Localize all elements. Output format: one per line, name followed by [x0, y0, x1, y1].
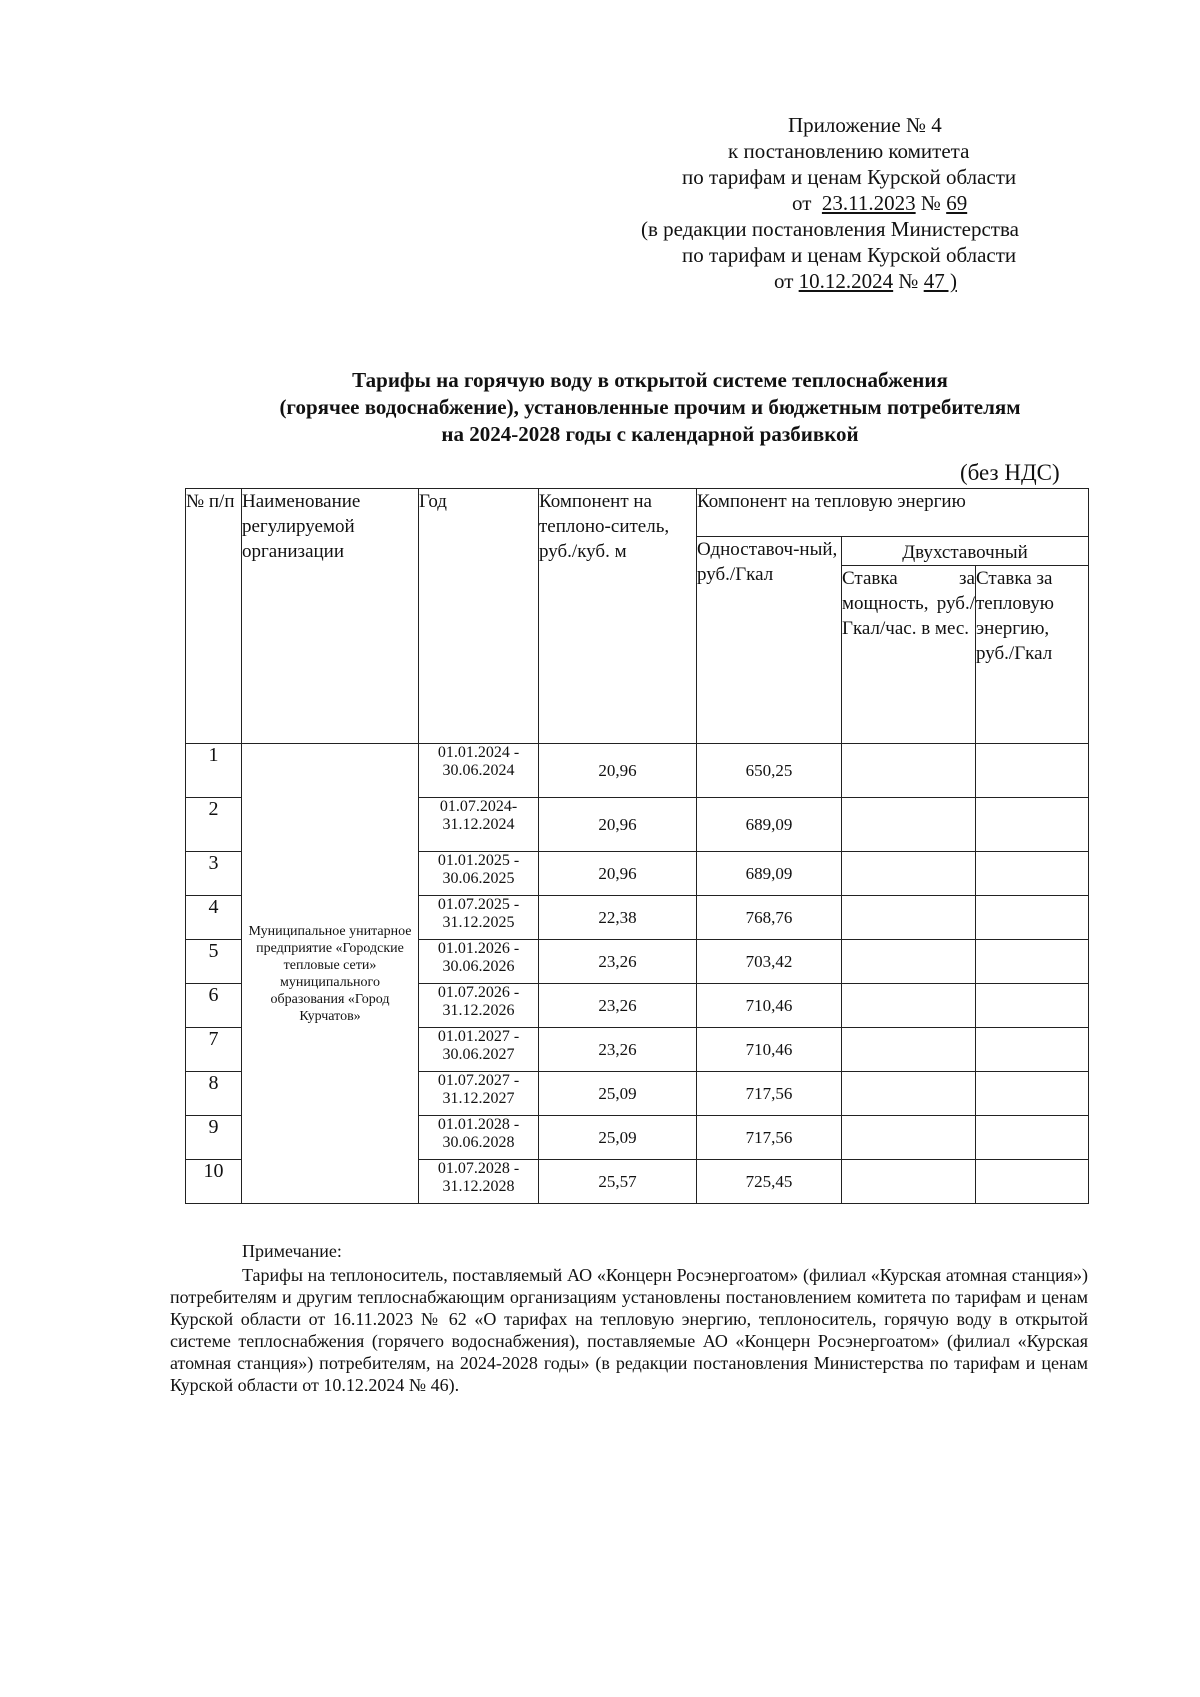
header-org: Наименование регулируемой организации: [242, 489, 419, 744]
edition-number: 47 ): [923, 269, 957, 293]
row-single-rate: 768,76: [697, 896, 842, 940]
appendix-edition: (в редакции постановления Министерства: [641, 217, 1019, 241]
appendix-number: Приложение № 4: [788, 113, 942, 137]
row-capacity-rate: [842, 1116, 976, 1160]
row-energy-rate: [976, 744, 1089, 798]
row-single-rate: 710,46: [697, 984, 842, 1028]
row-carrier-rate: 20,96: [539, 744, 697, 798]
header-capacity-rate: Ставка за мощность, руб./Гкал/час. в мес.: [842, 566, 976, 744]
row-carrier-rate: 23,26: [539, 940, 697, 984]
resolution-number: 69: [946, 191, 968, 215]
header-year: Год: [419, 489, 539, 744]
row-period: 01.07.2027 - 31.12.2027: [419, 1072, 539, 1116]
note-title: Примечание:: [242, 1241, 342, 1261]
row-capacity-rate: [842, 1160, 976, 1204]
appendix-resolution-ref: к постановлению комитета: [728, 139, 970, 163]
row-energy-rate: [976, 1072, 1089, 1116]
row-single-rate: 703,42: [697, 940, 842, 984]
row-carrier-rate: 22,38: [539, 896, 697, 940]
row-number: 7: [186, 1028, 242, 1072]
row-capacity-rate: [842, 852, 976, 896]
appendix-edition-date-line: от 10.12.2024 № 47 ): [774, 269, 957, 293]
row-period: 01.01.2025 - 30.06.2025: [419, 852, 539, 896]
document-title: Тарифы на горячую воду в открытой системе теплоснабжения (горячее водоснабжение), установленные прочим и бюджетным потребителям на 2024-2028 годы с календарной разбивкой: [279, 368, 1021, 446]
header-single-rate: Одноставоч-ный, руб./Гкал: [697, 537, 842, 744]
resolution-date: 23.11.2023: [821, 191, 916, 215]
row-single-rate: 710,46: [697, 1028, 842, 1072]
row-single-rate: 725,45: [697, 1160, 842, 1204]
header-heat: Компонент на тепловую энергию: [697, 489, 1089, 537]
row-single-rate: 689,09: [697, 852, 842, 896]
row-number: 4: [186, 896, 242, 940]
row-number: 9: [186, 1116, 242, 1160]
row-capacity-rate: [842, 1028, 976, 1072]
header-carrier: Компонент на теплоно-ситель, руб./куб. м: [539, 489, 697, 744]
row-carrier-rate: 20,96: [539, 798, 697, 852]
row-energy-rate: [976, 1160, 1089, 1204]
row-period: 01.07.2025 - 31.12.2025: [419, 896, 539, 940]
row-energy-rate: [976, 940, 1089, 984]
row-single-rate: 717,56: [697, 1072, 842, 1116]
row-carrier-rate: 23,26: [539, 984, 697, 1028]
row-number: 8: [186, 1072, 242, 1116]
row-capacity-rate: [842, 798, 976, 852]
organization-name: Муниципальное унитарное предприятие «Городские тепловые сети» муниципального образования «Город Курчатов»: [242, 744, 419, 1204]
tariff-table: [185, 488, 1089, 1204]
header-energy-rate: Ставка за тепловую энергию, руб./Гкал: [976, 566, 1089, 744]
vat-note: (без НДС): [960, 460, 1060, 485]
row-period: 01.01.2026 - 30.06.2026: [419, 940, 539, 984]
row-period: 01.01.2028 - 30.06.2028: [419, 1116, 539, 1160]
row-number: 2: [186, 798, 242, 852]
row-capacity-rate: [842, 744, 976, 798]
row-period: 01.07.2026 - 31.12.2026: [419, 984, 539, 1028]
appendix-header: [620, 112, 1100, 294]
appendix-committee: по тарифам и ценам Курской области: [682, 165, 1017, 189]
row-carrier-rate: 25,57: [539, 1160, 697, 1204]
row-period: 01.07.2028 - 31.12.2028: [419, 1160, 539, 1204]
row-period: 01.01.2024 - 30.06.2024: [419, 744, 539, 798]
row-carrier-rate: 23,26: [539, 1028, 697, 1072]
row-period: 01.01.2027 - 30.06.2027: [419, 1028, 539, 1072]
row-period: 01.07.2024- 31.12.2024: [419, 798, 539, 852]
appendix-ministry: по тарифам и ценам Курской области: [682, 243, 1017, 267]
row-energy-rate: [976, 984, 1089, 1028]
row-single-rate: 650,25: [697, 744, 842, 798]
row-capacity-rate: [842, 984, 976, 1028]
row-energy-rate: [976, 798, 1089, 852]
header-two-rate: Двухставочный: [842, 537, 1089, 566]
row-carrier-rate: 25,09: [539, 1116, 697, 1160]
header-num: № п/п: [186, 489, 242, 744]
row-capacity-rate: [842, 1072, 976, 1116]
row-number: 3: [186, 852, 242, 896]
row-single-rate: 689,09: [697, 798, 842, 852]
row-capacity-rate: [842, 896, 976, 940]
row-carrier-rate: 25,09: [539, 1072, 697, 1116]
note-block: [170, 1240, 1088, 1396]
edition-date: 10.12.2024: [798, 269, 894, 293]
table-row: [186, 744, 1089, 798]
row-number: 6: [186, 984, 242, 1028]
row-number: 10: [186, 1160, 242, 1204]
row-energy-rate: [976, 896, 1089, 940]
row-number: 1: [186, 744, 242, 798]
row-carrier-rate: 20,96: [539, 852, 697, 896]
row-single-rate: 717,56: [697, 1116, 842, 1160]
row-number: 5: [186, 940, 242, 984]
note-text: Тарифы на теплоноситель, поставляемый АО «Концерн Росэнергоатом» (филиал «Курская атомная станция») потребителям и другим теплоснабжающим организациям установлены постановлением комитета по тарифам и ценам Курской области от 16.11.2023 № 62 «О тарифах на тепловую энергию, теплоноситель, горячую воду в открытой системе теплоснабжения (горячего водоснабжения), поставляемые АО «Концерн Росэнергоатом» (филиал «Курская атомная станция») потребителям, на 2024-2028 годы» (в редакции постановления Министерства по тарифам и ценам Курской области от 10.12.2024 № 46).: [170, 1265, 1088, 1395]
appendix-date-line: от 23.11.2023 № 69: [792, 191, 968, 215]
row-capacity-rate: [842, 940, 976, 984]
row-energy-rate: [976, 1028, 1089, 1072]
row-energy-rate: [976, 1116, 1089, 1160]
row-energy-rate: [976, 852, 1089, 896]
